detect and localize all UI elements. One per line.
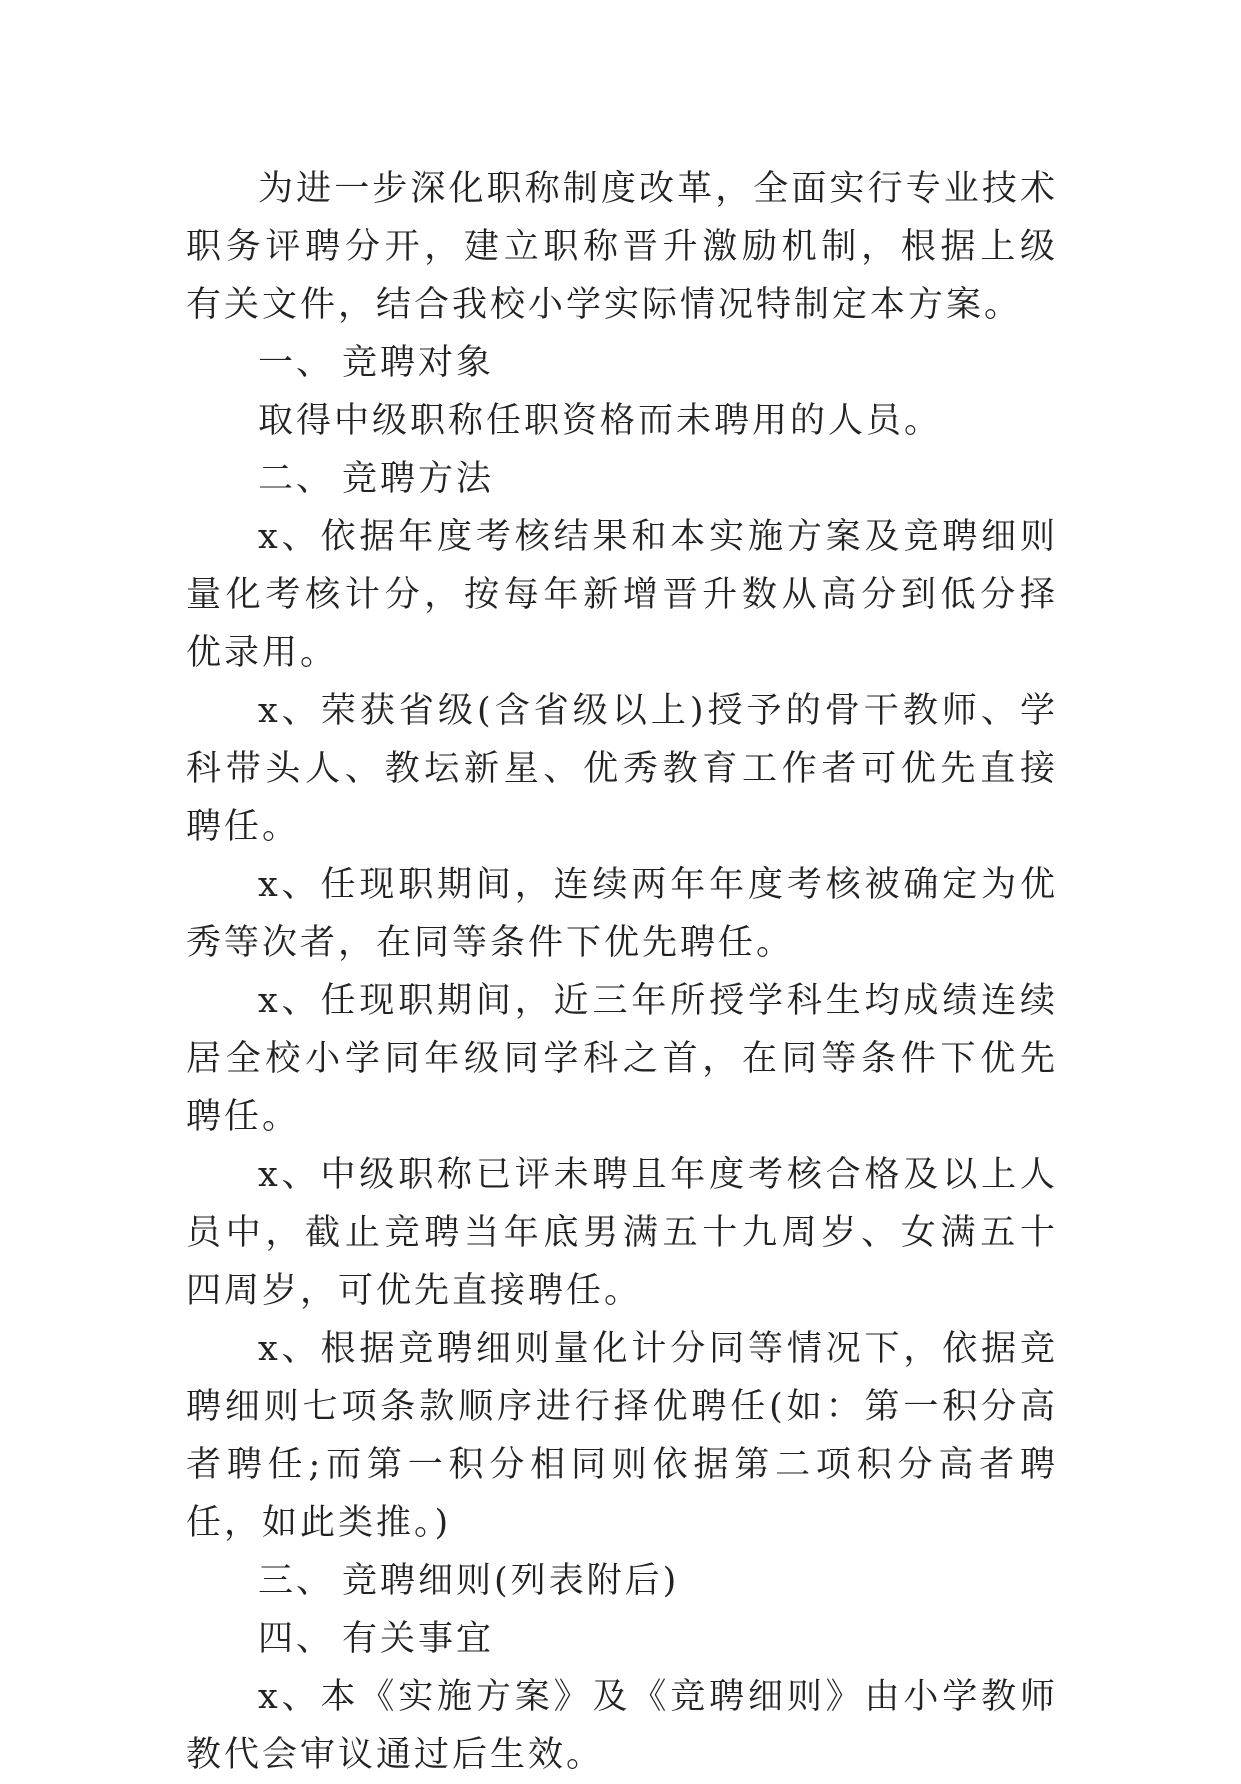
list-item: x、荣获省级(含省级以上)授予的骨干教师、学科带头人、教坛新星、优秀教育工作者可优先直接聘任。 bbox=[186, 691, 1058, 847]
section-number: 三、 bbox=[258, 1561, 335, 1601]
section-title: 竞聘方法 bbox=[342, 459, 495, 499]
list-item: x、中级职称已评未聘且年度考核合格及以上人员中，截止竞聘当年底男满五十九周岁、女满五十四周岁，可优先直接聘任。 bbox=[186, 1155, 1058, 1311]
list-item: x、任现职期间，近三年所授学科生均成绩连续居全校小学同年级同学科之首，在同等条件下优先聘任。 bbox=[186, 981, 1058, 1137]
document-body bbox=[186, 160, 1058, 1784]
section-title: 有关事宜 bbox=[342, 1619, 495, 1659]
list-item: x、依据年度考核结果和本实施方案及竞聘细则量化考核计分，按每年新增晋升数从高分到低分择优录用。 bbox=[186, 517, 1058, 673]
section-heading-4 bbox=[186, 1610, 1058, 1668]
list-item: x、本《实施方案》及《竞聘细则》由小学教师教代会审议通过后生效。 bbox=[186, 1677, 1058, 1775]
list-item: x、根据竞聘细则量化计分同等情况下，依据竞聘细则七项条款顺序进行择优聘任(如：第一积分高者聘任;而第一积分相同则依据第二项积分高者聘任，如此类推。) bbox=[186, 1329, 1058, 1543]
section-heading-2 bbox=[186, 450, 1058, 508]
list-item: x、任现职期间，连续两年年度考核被确定为优秀等次者，在同等条件下优先聘任。 bbox=[186, 865, 1058, 963]
intro-paragraph: 为进一步深化职称制度改革，全面实行专业技术职务评聘分开，建立职称晋升激励机制，根据上级有关文件，结合我校小学实际情况特制定本方案。 bbox=[186, 169, 1058, 325]
section1-body: 取得中级职称任职资格而未聘用的人员。 bbox=[258, 401, 943, 441]
section-number: 一、 bbox=[258, 343, 335, 383]
section-heading-3 bbox=[186, 1552, 1058, 1610]
section-heading-1 bbox=[186, 334, 1058, 392]
section-number: 四、 bbox=[258, 1619, 335, 1659]
section-number: 二、 bbox=[258, 459, 335, 499]
section-title: 竞聘对象 bbox=[342, 343, 495, 383]
section-title: 竞聘细则(列表附后) bbox=[342, 1561, 680, 1601]
